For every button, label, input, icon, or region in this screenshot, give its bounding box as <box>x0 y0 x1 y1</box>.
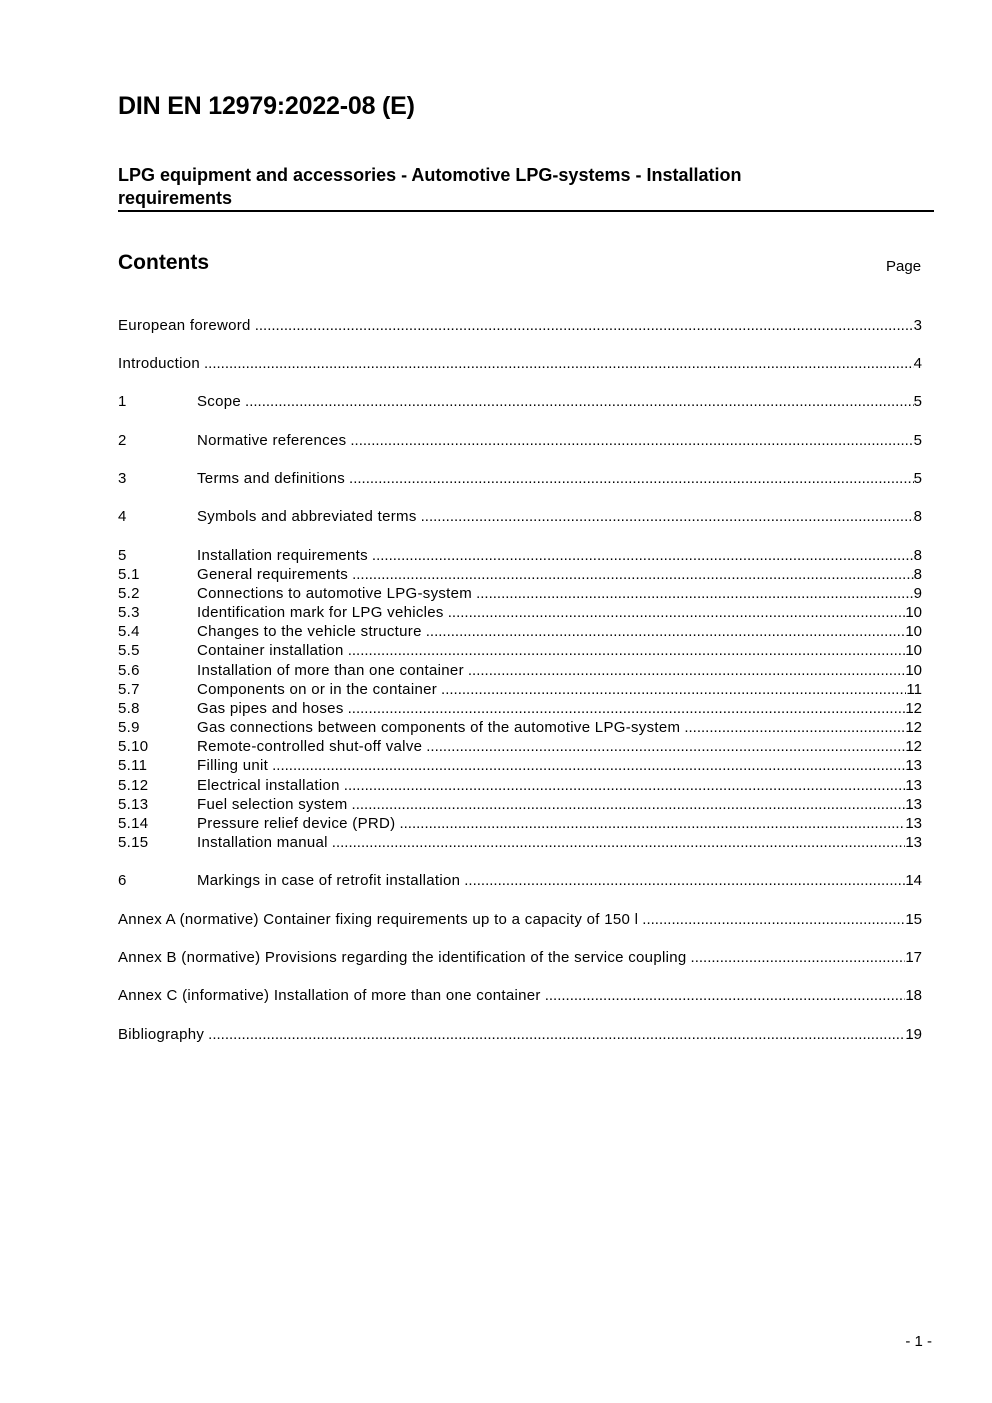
toc-dot-leader <box>349 469 914 488</box>
toc-entry-page: 13 <box>905 777 922 794</box>
toc-entry-title: Markings in case of retrofit installation <box>197 872 461 889</box>
toc-entry-number: 5.4 <box>118 623 140 640</box>
toc-entry-page: 11 <box>906 681 922 698</box>
toc-dot-leader <box>426 737 905 756</box>
toc-entry-5-8[interactable] <box>118 699 922 718</box>
toc-entry-page: 13 <box>905 757 922 774</box>
toc-entry-number: 5.14 <box>118 815 149 832</box>
toc-entry-title: Fuel selection system <box>197 796 348 813</box>
toc-dot-leader <box>642 910 905 929</box>
toc-entry-title: Installation requirements <box>197 547 368 564</box>
toc-entry-number: 4 <box>118 508 127 525</box>
toc-dot-leader <box>464 871 905 890</box>
toc-entry-5-5[interactable] <box>118 641 922 660</box>
page-column-heading: Page <box>886 258 922 275</box>
toc-entry-5-10[interactable] <box>118 737 922 756</box>
toc-entry-bibliography[interactable] <box>118 1025 922 1044</box>
toc-dot-leader <box>468 661 905 680</box>
toc-entry-page: 10 <box>905 662 922 679</box>
toc-entry-title: Scope <box>197 393 242 410</box>
toc-entry-5[interactable] <box>118 546 922 565</box>
toc-entry-number: 5.2 <box>118 585 140 602</box>
toc-entry-page: 15 <box>905 911 922 928</box>
toc-dot-leader <box>684 718 905 737</box>
toc-dot-leader <box>545 986 906 1005</box>
toc-entry-title: Gas connections between components of the automotive LPG-system <box>197 719 681 736</box>
toc-entry-page: 12 <box>905 700 922 717</box>
toc-entry-title: Connections to automotive LPG-system <box>197 585 473 602</box>
toc-entry-number: 2 <box>118 432 127 449</box>
toc-entry-title: Remote-controlled shut-off valve <box>197 738 423 755</box>
toc-dot-leader <box>348 699 906 718</box>
toc-entry-page: 8 <box>913 508 922 525</box>
toc-entry-number: 5.8 <box>118 700 140 717</box>
toc-entry-page: 10 <box>905 604 922 621</box>
toc-dot-leader <box>372 546 914 565</box>
toc-entry-5-2[interactable] <box>118 584 922 603</box>
toc-entry-number: 5.13 <box>118 796 149 813</box>
toc-dot-leader <box>204 354 914 373</box>
toc-dot-leader <box>421 507 914 526</box>
toc-entry-page: 5 <box>913 470 922 487</box>
footer-page-number: - 1 - <box>905 1333 932 1350</box>
toc-entry-page: 8 <box>913 547 922 564</box>
toc-entry-5-7[interactable] <box>118 680 922 699</box>
toc-entry-title: Annex A (normative) Container fixing requirements up to a capacity of 150 l <box>118 911 639 928</box>
toc-dot-leader <box>352 565 914 584</box>
toc-entry-annex-b[interactable] <box>118 948 922 967</box>
toc-dot-leader <box>352 795 906 814</box>
toc-entry-number: 5.1 <box>118 566 140 583</box>
toc-entry-title: Filling unit <box>197 757 269 774</box>
toc-entry-number: 5.3 <box>118 604 140 621</box>
toc-entry-page: 3 <box>913 317 922 334</box>
toc-dot-leader <box>476 584 914 603</box>
toc-dot-leader <box>350 431 913 450</box>
toc-entry-number: 3 <box>118 470 127 487</box>
toc-entry-page: 5 <box>913 432 922 449</box>
toc-entry-title: Bibliography <box>118 1026 205 1043</box>
toc-entry-number: 5.9 <box>118 719 140 736</box>
toc-dot-leader <box>208 1025 905 1044</box>
toc-entry-number: 5.15 <box>118 834 149 851</box>
toc-entry-number: 1 <box>118 393 127 410</box>
toc-dot-leader <box>399 814 905 833</box>
toc-entry-number: 5.7 <box>118 681 140 698</box>
toc-entry-page: 17 <box>905 949 922 966</box>
toc-entry-5-3[interactable] <box>118 603 922 622</box>
toc-entry-european-foreword[interactable] <box>118 316 922 335</box>
toc-entry-title: Normative references <box>197 432 347 449</box>
document-title: LPG equipment and accessories - Automotive LPG-systems - Installation requirements <box>118 165 742 208</box>
toc-entry-title: General requirements <box>197 566 349 583</box>
toc-dot-leader <box>272 756 905 775</box>
toc-entry-title: Terms and definitions <box>197 470 346 487</box>
toc-dot-leader <box>691 948 906 967</box>
toc-entry-5-1[interactable] <box>118 565 922 584</box>
toc-entry-5-12[interactable] <box>118 776 922 795</box>
toc-dot-leader <box>348 641 906 660</box>
toc-entry-number: 5.10 <box>118 738 149 755</box>
toc-entry-page: 10 <box>905 642 922 659</box>
toc-dot-leader <box>448 603 906 622</box>
toc-entry-5-4[interactable] <box>118 622 922 641</box>
toc-entry-page: 18 <box>905 987 922 1004</box>
toc-entry-annex-a[interactable] <box>118 910 922 929</box>
toc-entry-5-15[interactable] <box>118 833 922 852</box>
toc-entry-1[interactable] <box>118 392 922 411</box>
toc-dot-leader <box>332 833 906 852</box>
toc-entry-title: Annex C (informative) Installation of more than one container <box>118 987 541 1004</box>
toc-entry-number: 6 <box>118 872 127 889</box>
toc-entry-title: Container installation <box>197 642 344 659</box>
toc-dot-leader <box>255 316 914 335</box>
toc-entry-number: 5.5 <box>118 642 140 659</box>
toc-entry-page: 14 <box>905 872 922 889</box>
toc-entry-page: 12 <box>905 738 922 755</box>
toc-entry-title: Pressure relief device (PRD) <box>197 815 396 832</box>
toc-entry-title: Identification mark for LPG vehicles <box>197 604 444 621</box>
toc-entry-page: 8 <box>913 566 922 583</box>
toc-entry-title: Components on or in the container <box>197 681 438 698</box>
toc-entry-5-11[interactable] <box>118 756 922 775</box>
toc-entry-page: 12 <box>905 719 922 736</box>
toc-entry-introduction[interactable] <box>118 354 922 373</box>
toc-entry-title: Introduction <box>118 355 200 372</box>
toc-entry-6[interactable] <box>118 871 922 890</box>
toc-dot-leader <box>426 622 906 641</box>
contents-heading: Contents <box>118 251 209 274</box>
toc-entry-page: 10 <box>905 623 922 640</box>
toc-entry-2[interactable] <box>118 431 922 450</box>
toc-entry-4[interactable] <box>118 507 922 526</box>
toc-entry-title: Installation manual <box>197 834 328 851</box>
toc-entry-5-13[interactable] <box>118 795 922 814</box>
toc-entry-number: 5.12 <box>118 777 149 794</box>
toc-entry-page: 4 <box>913 355 922 372</box>
toc-entry-5-14[interactable] <box>118 814 922 833</box>
toc-entry-page: 13 <box>905 796 922 813</box>
toc-entry-title: European foreword <box>118 317 251 334</box>
toc-entry-title: Installation of more than one container <box>197 662 464 679</box>
toc-entry-5-9[interactable] <box>118 718 922 737</box>
document-id: DIN EN 12979:2022-08 (E) <box>118 92 415 120</box>
toc-entry-page: 19 <box>905 1026 922 1043</box>
toc-entry-page: 9 <box>913 585 922 602</box>
toc-entry-page: 13 <box>905 815 922 832</box>
toc-entry-5-6[interactable] <box>118 661 922 680</box>
toc-entry-title: Annex B (normative) Provisions regarding the identification of the service coupling <box>118 949 687 966</box>
title-divider <box>118 210 934 212</box>
toc-entry-title: Electrical installation <box>197 777 340 794</box>
toc-entry-number: 5.6 <box>118 662 140 679</box>
toc-dot-leader <box>441 680 906 699</box>
toc-entry-page: 13 <box>905 834 922 851</box>
toc-dot-leader <box>245 392 914 411</box>
toc-entry-annex-c[interactable] <box>118 986 922 1005</box>
toc-entry-number: 5.11 <box>118 757 148 774</box>
toc-entry-number: 5 <box>118 547 127 564</box>
toc-entry-title: Gas pipes and hoses <box>197 700 344 717</box>
toc-entry-title: Symbols and abbreviated terms <box>197 508 417 525</box>
toc-entry-page: 5 <box>913 393 922 410</box>
toc-dot-leader <box>344 776 906 795</box>
toc-entry-3[interactable] <box>118 469 922 488</box>
toc-entry-title: Changes to the vehicle structure <box>197 623 422 640</box>
